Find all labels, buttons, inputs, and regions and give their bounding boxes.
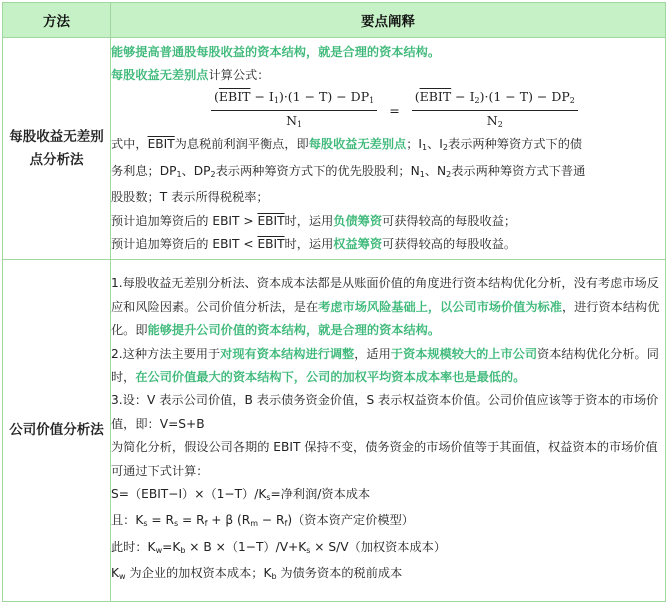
header-method: 方法 (3, 3, 111, 38)
paragraph: 3.设：V 表示公司价值，B 表示债务资金价值，S 表示权益资本价值。公司价值应该等于资本的市场价值，即：V=S+B (111, 393, 659, 431)
formula-left: $\frac{(EBIT - I_1)\cdot(1 - T) - DP_1}{N_1}$ (211, 87, 377, 134)
text-line: 预计追加筹资后的 EBIT > EBIT时，运用负债筹资可获得较高的每股收益； (111, 213, 517, 228)
table-row (3, 260, 666, 602)
text-line: 每股收益无差别点计算公式： (111, 67, 270, 82)
header-points: 要点阐释 (111, 3, 666, 38)
paragraph: 1.每股收益无差别分析法、资本成本法都是从账面价值的角度进行资本结构优化分析，没有考虑市场反应和风险因素。公司价值分析法，是在考虑市场风险基础上，以公司市场价值为标准，进行资本结构优化。即能够提升公司价值的资本结构，就是合理的资本结构。 (111, 276, 660, 338)
formula-line: 此时：$K_w=K_b \times B \times(1-T)/V+K_s \times S/V$（加权资本成本） (111, 539, 447, 555)
text-line: 预计追加筹资后的 EBIT < EBIT时，运用权益筹资可获得较高的每股收益。 (111, 237, 517, 252)
eps-formula: $\frac{(EBIT - I_1)\cdot(1 - T) - DP_1}{N_1}$ = $\frac{(EBIT - I_2)\cdot(1 - T) - DP_2}{N_2}$ (111, 87, 665, 133)
paragraph: 为简化分析，假设公司各期的 EBIT 保持不变，债务资金的市场价值等于其面值，权益资本的市场价值可通过下式计算： (111, 440, 658, 478)
text-line: 能够提高普通股每股收益的资本结构，就是合理的资本结构。 (111, 44, 441, 59)
formula-line: $K_w$ 为企业的加权资本成本；$K_b$ 为债务资本的税前成本 (111, 566, 403, 582)
text-line: 式中，EBIT为息税前利润平衡点，即每股收益无差别点；$I_1$、$I_2$表示两种筹资方式下的债 (111, 137, 583, 153)
formula-line: 且：$K_s = R_s = R_f + \beta$ $(R_m - R_f)$（资本资产定价模型） (111, 513, 414, 529)
methods-table (2, 2, 666, 602)
table-row (3, 38, 666, 260)
formula-line: $S=(EBIT-I)\times(1-T)/K_s=$净利润/资本成本 (111, 487, 371, 503)
paragraph: 2.这种方法主要用于对现有资本结构进行调整，适用于资本规模较大的上市公司资本结构优化分析。同时，在公司价值最大的资本结构下，公司的加权平均资本成本率也是最低的。 (111, 346, 659, 384)
method-description (111, 260, 666, 602)
method-description (111, 38, 666, 260)
formula-right: $\frac{(EBIT - I_2)\cdot(1 - T) - DP_2}{N_2}$ (412, 87, 578, 134)
method-name: 每股收益无差别点分析法 (3, 38, 111, 260)
text-line: 股股数；T 表示所得税税率； (111, 190, 269, 205)
method-name: 公司价值分析法 (3, 260, 111, 602)
header-row (3, 3, 666, 38)
text-line: 务利息；$DP_1$、$DP_2$表示两种筹资方式下的优先股股利；$N_1$、$N_2$表示两种筹资方式下普通 (111, 163, 586, 179)
